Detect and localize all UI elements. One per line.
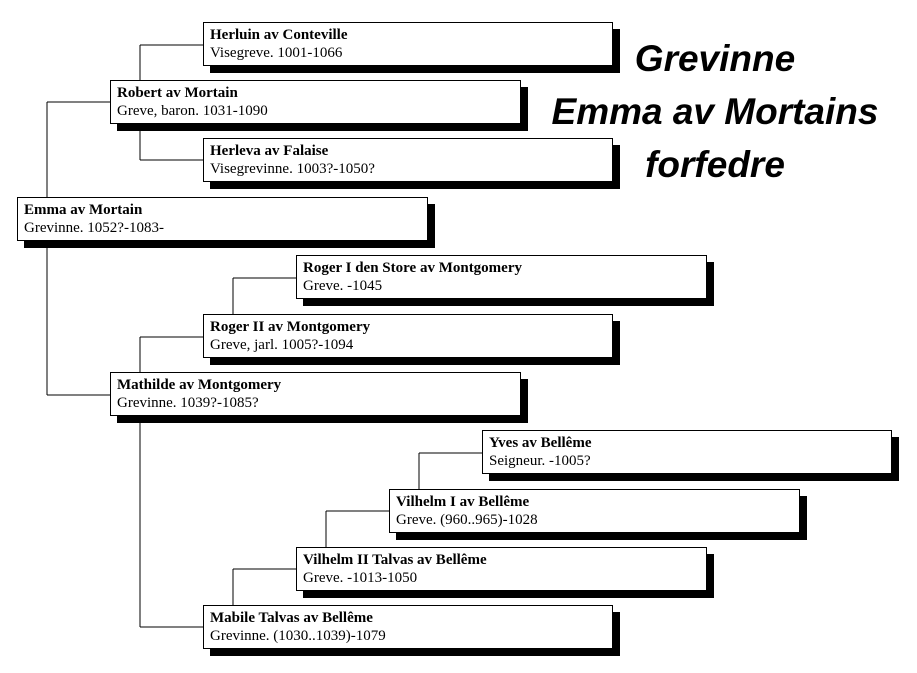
person-vilhelm2: [296, 547, 707, 591]
person-name: Robert av Mortain: [117, 85, 238, 101]
person-name: Vilhelm II Talvas av Bellême: [303, 552, 487, 568]
connector-roger2: [233, 278, 296, 315]
person-details: Greve. -1013-1050: [303, 570, 418, 586]
person-details: Visegreve. 1001-1066: [210, 45, 343, 61]
connector-mabile: [233, 569, 296, 605]
person-name: Roger I den Store av Montgomery: [303, 260, 522, 276]
title-line-2: Emma av Mortains: [551, 91, 879, 132]
title-line-3: forfedre: [645, 144, 785, 185]
person-details: Greve. -1045: [303, 278, 383, 294]
person-mathilde: [110, 372, 521, 416]
person-details: Greve. (960..965)-1028: [396, 512, 538, 528]
connector-emma: [47, 102, 110, 395]
person-details: Grevinne. (1030..1039)-1079: [210, 628, 386, 644]
connector-vilhelm1: [419, 453, 482, 489]
person-name: Roger II av Montgomery: [210, 319, 371, 335]
chart-title: [530, 32, 900, 191]
person-details: Greve, jarl. 1005?-1094: [210, 337, 354, 353]
person-details: Grevinne. 1039?-1085?: [117, 395, 259, 411]
person-name: Mabile Talvas av Bellême: [210, 610, 373, 626]
person-name: Emma av Mortain: [24, 202, 143, 218]
person-name: Vilhelm I av Bellême: [396, 494, 530, 510]
person-details: Seigneur. -1005?: [489, 453, 591, 469]
person-details: Greve, baron. 1031-1090: [117, 103, 268, 119]
person-vilhelm1: [389, 489, 800, 533]
person-name: Herleva av Falaise: [210, 143, 329, 159]
person-mabile: [203, 605, 613, 649]
connector-vilhelm2: [326, 511, 389, 547]
person-emma: [17, 197, 428, 241]
person-name: Yves av Bellême: [489, 435, 592, 451]
person-robert: [110, 80, 521, 124]
person-details: Grevinne. 1052?-1083-: [24, 220, 164, 236]
title-line-1: Grevinne: [634, 38, 796, 79]
person-name: Mathilde av Montgomery: [117, 377, 282, 393]
person-roger1: [296, 255, 707, 299]
person-roger2: [203, 314, 613, 358]
person-yves: [482, 430, 892, 474]
person-name: Herluin av Conteville: [210, 27, 348, 43]
person-details: Visegrevinne. 1003?-1050?: [210, 161, 375, 177]
